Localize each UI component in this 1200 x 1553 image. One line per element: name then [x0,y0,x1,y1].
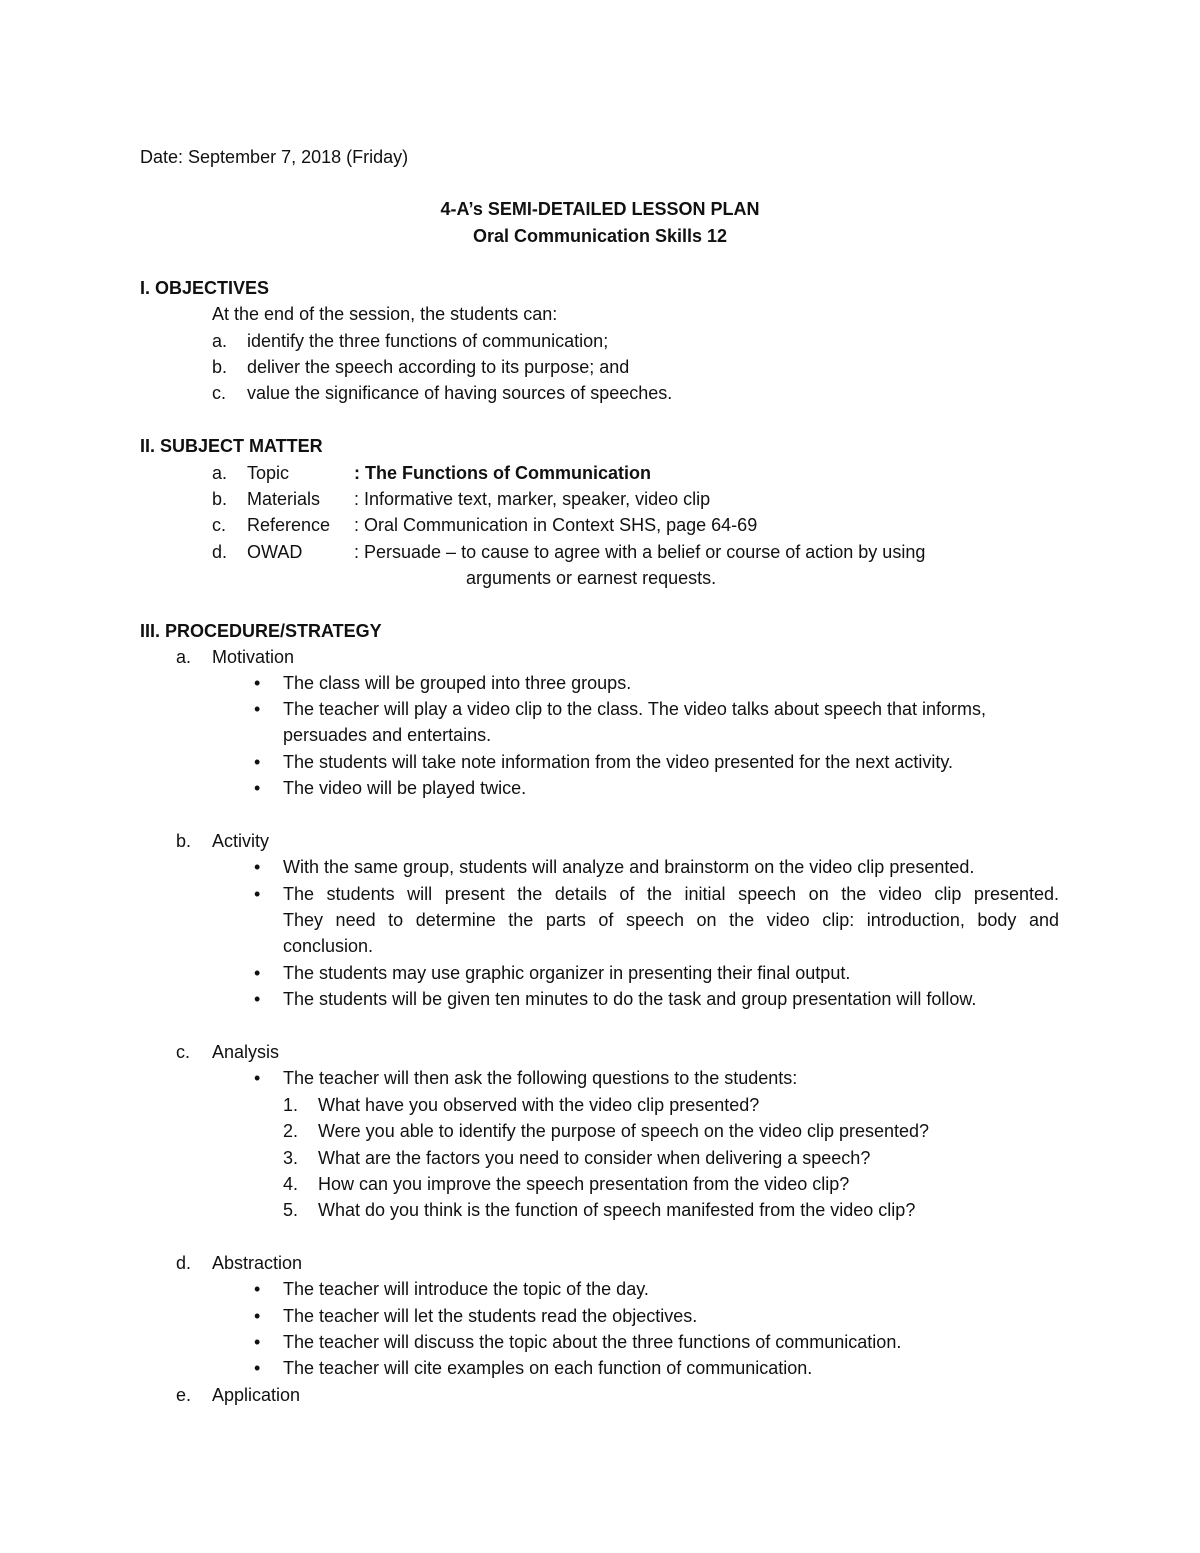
objective-item: deliver the speech according to its purpose; and [247,357,630,377]
abstraction-bullet-text: The teacher will introduce the topic of the day. [283,1279,649,1299]
objective-marker: a. [212,331,228,351]
bullet-icon: • [254,963,261,983]
motivation-bullet-text-continued: persuades and entertains. [283,725,492,745]
bullet-icon: • [254,1279,261,1299]
question-text: What have you observed with the video clip presented? [318,1095,760,1115]
subject-value-materials: : Informative text, marker, speaker, video clip [354,489,711,509]
analysis-title: Analysis [212,1042,280,1062]
activity-title: Activity [212,831,270,851]
lesson-date: Date: September 7, 2018 (Friday) [140,147,409,167]
subject-label-materials: Materials [247,489,321,509]
motivation-bullet-text: The video will be played twice. [283,778,527,798]
procedure-marker: d. [176,1253,192,1273]
subject-marker: a. [212,463,228,483]
question-text: What do you think is the function of speech manifested from the video clip? [318,1200,916,1220]
objective-item: identify the three functions of communication; [247,331,609,351]
objective-item: value the significance of having sources of speeches. [247,383,673,403]
subject-matter-heading: II. SUBJECT MATTER [140,436,323,456]
question-number: 5. [283,1200,299,1220]
motivation-title: Motivation [212,647,295,667]
abstraction-bullet-text: The teacher will cite examples on each function of communication. [283,1358,813,1378]
activity-bullet-text: The students will present the details of the initial speech on the video clip presented. [283,884,1059,904]
subject-label-reference: Reference [247,515,331,535]
bullet-icon: • [254,752,261,772]
bullet-icon: • [254,699,261,719]
bullet-icon: • [254,989,261,1009]
motivation-bullet-text: The students will take note information from the video presented for the next activity. [283,752,954,772]
abstraction-bullet-text: The teacher will discuss the topic about the three functions of communication. [283,1332,902,1352]
abstraction-title: Abstraction [212,1253,303,1273]
subject-value-topic: : The Functions of Communication [354,463,651,483]
objectives-heading: I. OBJECTIVES [140,278,270,298]
procedure-marker: b. [176,831,192,851]
abstraction-bullet-text: The teacher will let the students read the objectives. [283,1306,698,1326]
objective-marker: b. [212,357,228,377]
bullet-icon: • [254,1068,261,1088]
bullet-icon: • [254,1332,261,1352]
subject-label-owad: OWAD [247,542,303,562]
bullet-icon: • [254,778,261,798]
procedure-marker: a. [176,647,192,667]
bullet-icon: • [254,1306,261,1326]
activity-bullet-text: With the same group, students will analyze and brainstorm on the video clip presented. [283,857,975,877]
document-title: 4-A’s SEMI-DETAILED LESSON PLAN [440,199,760,219]
question-number: 4. [283,1174,299,1194]
motivation-bullet-text: The class will be grouped into three groups. [283,673,632,693]
procedure-marker: c. [176,1042,191,1062]
objective-marker: c. [212,383,227,403]
subject-value-reference: : Oral Communication in Context SHS, page 64-69 [354,515,758,535]
subject-value-owad: : Persuade – to cause to agree with a belief or course of action by using [354,542,926,562]
question-number: 3. [283,1148,299,1168]
objectives-intro: At the end of the session, the students can: [212,304,558,324]
activity-bullet-text-continued: conclusion. [283,936,374,956]
activity-bullet-text: The students may use graphic organizer in presenting their final output. [283,963,851,983]
procedure-heading: III. PROCEDURE/STRATEGY [140,621,382,641]
question-text: What are the factors you need to consider when delivering a speech? [318,1148,871,1168]
question-text: Were you able to identify the purpose of speech on the video clip presented? [318,1121,930,1141]
bullet-icon: • [254,673,261,693]
subject-marker: b. [212,489,228,509]
bullet-icon: • [254,1358,261,1378]
question-number: 1. [283,1095,299,1115]
motivation-bullet-text: The teacher will play a video clip to the class. The video talks about speech that informs, [283,699,987,719]
document-subtitle: Oral Communication Skills 12 [472,226,728,246]
analysis-intro: The teacher will then ask the following questions to the students: [283,1068,798,1088]
subject-label-topic: Topic [247,463,290,483]
question-number: 2. [283,1121,299,1141]
activity-bullet-text: The students will be given ten minutes to do the task and group presentation will follow. [283,989,977,1009]
procedure-marker: e. [176,1385,192,1405]
question-text: How can you improve the speech presentation from the video clip? [318,1174,850,1194]
activity-bullet-text-continued: They need to determine the parts of speech on the video clip: introduction, body and [283,910,1059,930]
subject-value-owad-continued: arguments or earnest requests. [466,568,717,588]
bullet-icon: • [254,884,261,904]
subject-marker: c. [212,515,227,535]
bullet-icon: • [254,857,261,877]
subject-marker: d. [212,542,228,562]
application-title: Application [212,1385,301,1405]
